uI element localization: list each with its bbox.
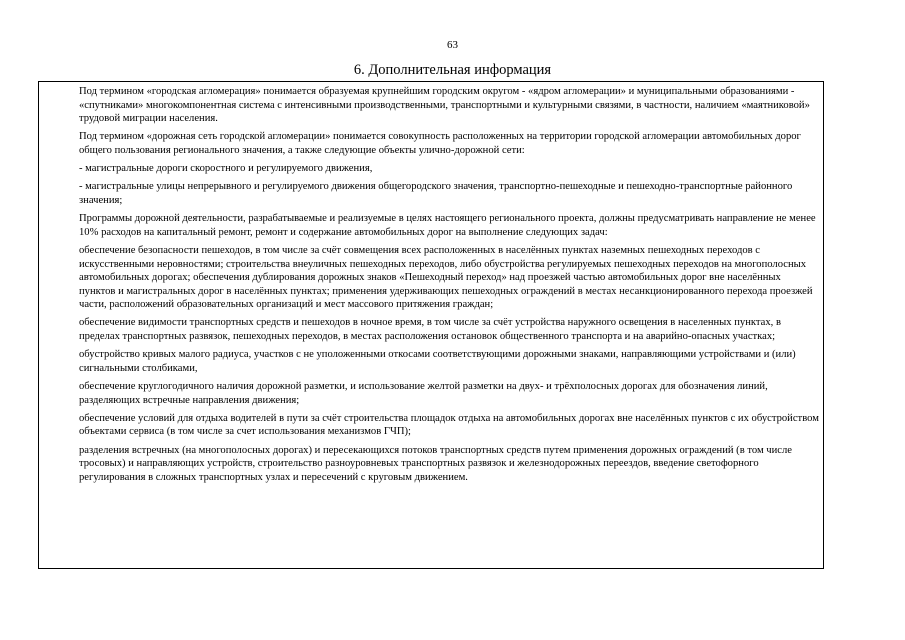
task-traffic-separation: разделения встречных (на многополосных дорогах) и пересекающихся потоков транспортных средств путем применения дорожных ограждений (в том числе тросовых) и направляющих устройств, строительство разноуровневых транспортных развязок и железнодорожных переездов, введение светофорного регулирования в сложных транспортных узлах и пересечений с круговым движением. <box>79 444 792 483</box>
list-item-main-streets: - магистральные улицы непрерывного и регулируемого движения общегородского значения, транспортно-пешеходные и пешеходно-транспортные районного значения; <box>79 181 793 206</box>
task-curves-arrangement: обустройство кривых малого радиуса, участков с не уположенными откосами соответствующими дорожными знаками, направляющими устройствами и (или) сигнальными столбиками, <box>79 349 796 374</box>
task-pedestrian-safety: обеспечение безопасности пешеходов, в том числе за счёт совмещения всех расположенных в населённых пунктах наземных пешеходных переходов с искусственными неровностями; строительства внеуличных пешеходных переходов, либо обустройства регулируемых пешеходных переходов на многополосных автомобильных дорогах; обеспечения дублирования дорожных знаков «Пешеходный переход» над проезжей частью автомобильных дорог вне населённых пунктов и магистральных дорог в населённых пунктах; применения удерживающих пешеходных ограждений в местах несанкционированного перехода проезжей части, расположений образовательных организаций и мест массового притяжения граждан; <box>79 244 813 311</box>
task-road-marking: обеспечение круглогодичного наличия дорожной разметки, и использование желтой разметки на двух- и трёхполосных дорогах для обозначения линий, разделяющих встречные направления движения; <box>79 381 768 406</box>
list-item-expressways: - магистральные дороги скоростного и регулируемого движения, <box>79 163 373 175</box>
paragraph-agglomeration-definition: Под термином «городская агломерация» понимается образуемая крупнейшим городским округом - «ядром агломерации» и муниципальными образованиями - «спутниками» многокомпонентная система с интенсивными производственными, транспортными и культурными связями, в частности, наличием «маятниковой» трудовой миграции населения. <box>79 86 810 125</box>
section-title: 6. Дополнительная информация <box>353 62 552 78</box>
paragraph-road-network-definition: Под термином «дорожная сеть городской агломерации» понимается совокупность расположенных на территории городской агломерации автомобильных дорог общего пользования регионального значения, а также следующие объекты улично-дорожной сети: <box>79 131 801 156</box>
task-driver-rest: обеспечение условий для отдыха водителей в пути за счёт строительства площадок отдыха на автомобильных дорогах вне населённых пунктов с их обустройством объектами сервиса (в том числе за счет использования механизмов ГЧП); <box>79 412 819 438</box>
page-number: 63 <box>447 39 458 51</box>
task-night-visibility: обеспечение видимости транспортных средств и пешеходов в ночное время, в том числе за счёт устройства наружного освещения в населенных пунктах, в пределах транспортных развязок, пешеходных переходов, в местах расположения остановок общественного транспорта и на аварийно-опасных участках; <box>79 317 781 343</box>
paragraph-road-programs: Программы дорожной деятельности, разрабатываемые и реализуемые в целях настоящего регионального проекта, должны предусматривать направление не менее 10% расходов на капитальный ремонт, ремонт и содержание автомобильных дорог на выполнение следующих задач: <box>79 213 816 238</box>
content-box <box>38 81 824 569</box>
